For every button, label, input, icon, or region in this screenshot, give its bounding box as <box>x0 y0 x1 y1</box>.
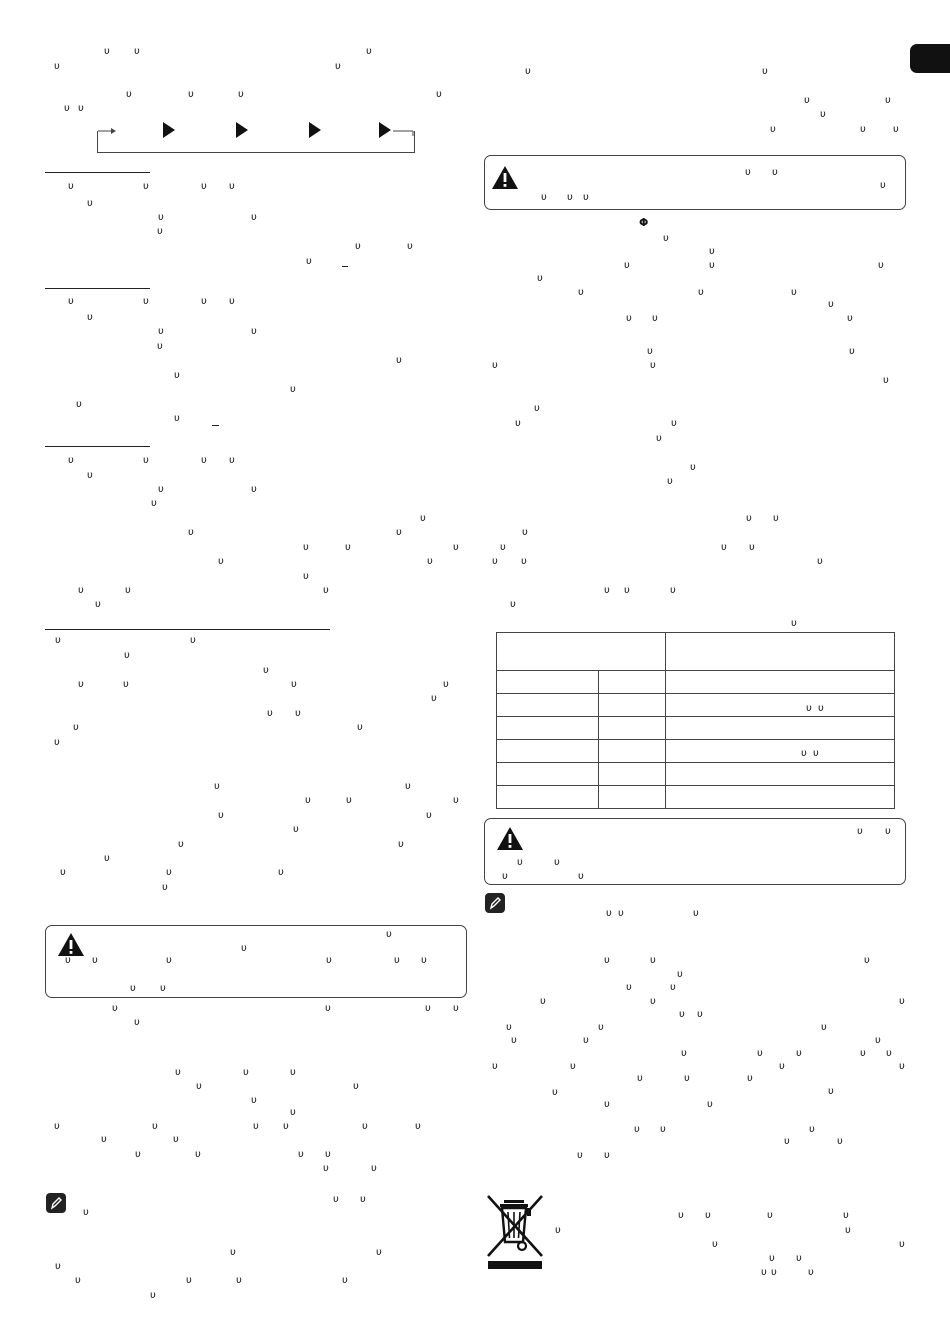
text-glyph: υ <box>166 955 172 966</box>
spec-table <box>496 632 895 809</box>
text-glyph: υ <box>796 1253 802 1264</box>
text-glyph: υ <box>68 455 74 466</box>
mode-cycle-diagram <box>97 122 414 154</box>
text-glyph: υ <box>878 260 884 271</box>
text-glyph: υ <box>511 1035 517 1046</box>
text-glyph: υ <box>808 1267 814 1278</box>
text-glyph: υ <box>624 260 630 271</box>
text-glyph: υ <box>158 212 164 223</box>
warning-triangle-icon <box>491 165 519 190</box>
text-glyph: υ <box>771 1267 777 1278</box>
text-glyph: υ <box>73 722 79 733</box>
text-glyph: υ <box>525 66 531 77</box>
text-glyph: υ <box>65 955 71 966</box>
pencil-note-icon <box>485 893 505 913</box>
text-glyph: υ <box>857 826 863 837</box>
text-glyph: υ <box>415 1121 421 1132</box>
text-glyph: υ <box>650 955 656 966</box>
text-glyph: υ <box>76 399 82 410</box>
text-glyph: υ <box>663 233 669 244</box>
text-glyph: υ <box>885 826 891 837</box>
text-glyph: υ <box>362 1121 368 1132</box>
text-glyph: υ <box>326 955 332 966</box>
text-glyph: υ <box>818 703 824 714</box>
text-glyph: υ <box>151 498 157 509</box>
text-glyph: υ <box>251 484 257 495</box>
text-glyph: υ <box>875 1035 881 1046</box>
text-glyph: υ <box>104 853 110 864</box>
text-glyph: υ <box>267 708 273 719</box>
text-glyph: υ <box>75 1275 81 1286</box>
text-glyph: υ <box>427 556 433 567</box>
text-glyph: υ <box>298 1149 304 1160</box>
text-glyph: υ <box>134 46 140 57</box>
text-glyph: υ <box>157 226 163 237</box>
text-glyph: υ <box>112 1003 118 1014</box>
text-glyph: υ <box>173 1134 179 1145</box>
text-glyph: υ <box>143 296 149 307</box>
text-glyph: υ <box>323 585 329 596</box>
text-glyph: υ <box>517 857 523 868</box>
text-glyph: υ <box>263 665 269 676</box>
text-glyph: υ <box>251 212 257 223</box>
text-glyph: υ <box>813 748 819 759</box>
text-glyph: υ <box>540 996 546 1007</box>
text-glyph: υ <box>398 839 404 850</box>
text-glyph: υ <box>618 908 624 919</box>
text-glyph: υ <box>160 983 166 994</box>
text-glyph: υ <box>371 1163 377 1174</box>
text-glyph: υ <box>195 1149 201 1160</box>
text-glyph: υ <box>345 542 351 553</box>
text-glyph: υ <box>604 585 610 596</box>
text-glyph: υ <box>583 1035 589 1046</box>
text-glyph: υ <box>652 313 658 324</box>
text-glyph: υ <box>886 1048 892 1059</box>
text-glyph: υ <box>577 1150 583 1161</box>
play-arrow-icon <box>236 122 248 138</box>
text-glyph: υ <box>843 1210 849 1221</box>
text-glyph: υ <box>306 256 312 267</box>
text-glyph: υ <box>143 455 149 466</box>
text-glyph: υ <box>78 103 84 114</box>
text-glyph: υ <box>290 1107 296 1118</box>
text-glyph: υ <box>130 983 136 994</box>
text-glyph: υ <box>291 679 297 690</box>
text-glyph: υ <box>157 341 163 352</box>
text-glyph: υ <box>681 1048 687 1059</box>
warning-box <box>45 925 467 998</box>
underscore-mark <box>342 266 348 267</box>
text-glyph: υ <box>150 1290 156 1301</box>
text-glyph: υ <box>773 513 779 524</box>
text-glyph: υ <box>492 1061 498 1072</box>
text-glyph: υ <box>87 312 93 323</box>
text-glyph: υ <box>864 955 870 966</box>
text-glyph: υ <box>360 1194 366 1205</box>
pencil-note-icon <box>46 1193 66 1213</box>
text-glyph: υ <box>749 542 755 553</box>
text-glyph: υ <box>229 296 235 307</box>
text-glyph: υ <box>214 781 220 792</box>
text-glyph: υ <box>791 287 797 298</box>
text-glyph: υ <box>68 296 74 307</box>
text-glyph: υ <box>690 462 696 473</box>
text-glyph: υ <box>721 542 727 553</box>
text-glyph: υ <box>230 1247 236 1258</box>
text-glyph: υ <box>656 433 662 444</box>
text-glyph: υ <box>804 95 810 106</box>
text-glyph: υ <box>817 556 823 567</box>
text-glyph: υ <box>784 1136 790 1147</box>
text-glyph: υ <box>243 1067 249 1078</box>
text-glyph: υ <box>453 1003 459 1014</box>
text-glyph: υ <box>101 1134 107 1145</box>
text-glyph: υ <box>54 61 60 72</box>
text-glyph: υ <box>893 124 899 135</box>
text-glyph: υ <box>693 908 699 919</box>
text-glyph: υ <box>679 1009 685 1020</box>
text-glyph: υ <box>709 260 715 271</box>
text-glyph: υ <box>626 313 632 324</box>
text-glyph: υ <box>303 542 309 553</box>
text-glyph: υ <box>251 326 257 337</box>
text-glyph: υ <box>899 1061 905 1072</box>
warning-box <box>484 155 906 210</box>
warning-triangle-icon <box>57 932 85 957</box>
text-glyph: υ <box>671 418 677 429</box>
text-glyph: υ <box>55 1261 61 1272</box>
text-glyph: υ <box>366 46 372 57</box>
text-glyph: υ <box>241 943 247 954</box>
text-glyph: υ <box>828 1086 834 1097</box>
text-glyph: υ <box>158 326 164 337</box>
text-glyph: υ <box>196 1081 202 1092</box>
text-glyph: υ <box>425 1003 431 1014</box>
text-glyph: υ <box>506 1022 512 1033</box>
play-arrow-icon <box>309 122 321 138</box>
text-glyph: υ <box>68 181 74 192</box>
text-glyph: υ <box>453 542 459 553</box>
text-glyph: υ <box>678 1210 684 1221</box>
text-glyph: υ <box>229 181 235 192</box>
text-glyph: υ <box>188 527 194 538</box>
text-glyph: υ <box>767 1210 773 1221</box>
text-glyph: υ <box>828 299 834 310</box>
text-glyph: υ <box>278 867 284 878</box>
text-glyph: υ <box>323 1163 329 1174</box>
language-tab <box>910 44 950 73</box>
text-glyph: υ <box>709 246 715 257</box>
text-glyph: υ <box>670 585 676 596</box>
text-glyph: υ <box>60 867 66 878</box>
text-glyph: υ <box>534 403 540 414</box>
section-rule <box>45 629 330 630</box>
text-glyph: υ <box>552 1087 558 1098</box>
text-glyph: υ <box>510 599 516 610</box>
text-glyph: υ <box>396 527 402 538</box>
text-glyph: υ <box>604 1150 610 1161</box>
text-glyph: υ <box>677 969 683 980</box>
play-arrow-icon <box>163 122 175 138</box>
text-glyph: υ <box>697 1009 703 1020</box>
text-glyph: υ <box>78 585 84 596</box>
text-glyph: υ <box>236 1275 242 1286</box>
return-line-icon <box>393 126 415 136</box>
text-glyph: υ <box>779 1061 785 1072</box>
text-glyph: υ <box>386 929 392 940</box>
text-glyph: υ <box>421 955 427 966</box>
text-glyph: υ <box>606 908 612 919</box>
arrow-right-icon <box>97 126 117 136</box>
text-glyph: υ <box>201 181 207 192</box>
text-glyph: υ <box>820 109 826 120</box>
text-glyph: υ <box>650 996 656 1007</box>
text-glyph: υ <box>502 871 508 882</box>
text-glyph: υ <box>178 839 184 850</box>
text-glyph: υ <box>746 513 752 524</box>
text-glyph: υ <box>104 46 110 57</box>
text-glyph: υ <box>396 355 402 366</box>
text-glyph: υ <box>353 1081 359 1092</box>
text-glyph: υ <box>175 1067 181 1078</box>
text-glyph: υ <box>578 871 584 882</box>
text-glyph: υ <box>761 1267 767 1278</box>
text-glyph: υ <box>405 781 411 792</box>
text-glyph: υ <box>293 824 299 835</box>
text-glyph: υ <box>541 192 547 203</box>
text-glyph: υ <box>201 455 207 466</box>
text-glyph: υ <box>899 996 905 1007</box>
text-glyph: υ <box>670 982 676 993</box>
text-glyph: υ <box>420 513 426 524</box>
text-glyph: υ <box>684 1073 690 1084</box>
text-glyph: υ <box>624 585 630 596</box>
text-glyph: υ <box>845 1225 851 1236</box>
text-glyph: υ <box>54 1121 60 1132</box>
text-glyph: υ <box>218 556 224 567</box>
text-glyph: υ <box>251 1095 257 1106</box>
text-glyph: υ <box>453 795 459 806</box>
text-glyph: υ <box>78 679 84 690</box>
text-glyph: υ <box>555 1225 561 1236</box>
text-glyph: υ <box>325 1149 331 1160</box>
text-glyph: υ <box>83 1207 89 1218</box>
text-glyph: υ <box>54 737 60 748</box>
text-glyph: υ <box>637 1073 643 1084</box>
text-glyph: υ <box>492 556 498 567</box>
text-glyph: υ <box>899 1239 905 1250</box>
text-glyph: υ <box>355 241 361 252</box>
text-glyph: υ <box>667 476 673 487</box>
text-glyph: υ <box>521 556 527 567</box>
text-glyph: υ <box>762 66 768 77</box>
text-glyph: υ <box>554 857 560 868</box>
text-glyph: υ <box>537 273 543 284</box>
text-glyph: υ <box>860 1048 866 1059</box>
text-glyph: υ <box>92 955 98 966</box>
text-glyph: υ <box>357 722 363 733</box>
text-glyph: υ <box>570 1061 576 1072</box>
text-glyph: υ <box>634 1124 640 1135</box>
text-glyph: υ <box>849 346 855 357</box>
text-glyph: υ <box>598 1022 604 1033</box>
text-glyph: υ <box>394 955 400 966</box>
text-glyph: υ <box>95 599 101 610</box>
text-glyph: υ <box>880 180 886 191</box>
text-glyph: υ <box>772 167 778 178</box>
cycle-loop-line <box>97 131 415 153</box>
text-glyph: υ <box>443 679 449 690</box>
text-glyph: υ <box>660 1124 666 1135</box>
text-glyph: υ <box>515 418 521 429</box>
text-glyph: υ <box>335 61 341 72</box>
text-glyph: υ <box>87 198 93 209</box>
text-glyph: υ <box>303 571 309 582</box>
crossed-out-wheelie-bin-icon <box>486 1194 544 1270</box>
text-glyph: υ <box>707 1099 713 1110</box>
text-glyph: υ <box>333 1194 339 1205</box>
text-glyph: υ <box>860 124 866 135</box>
text-glyph: υ <box>125 585 131 596</box>
text-glyph: υ <box>152 1121 158 1132</box>
warning-triangle-icon <box>496 826 524 851</box>
text-glyph: υ <box>604 955 610 966</box>
text-glyph: υ <box>567 192 573 203</box>
text-glyph: υ <box>126 89 132 100</box>
text-glyph: υ <box>747 1073 753 1084</box>
text-glyph: υ <box>290 1067 296 1078</box>
text-glyph: υ <box>174 370 180 381</box>
text-glyph: υ <box>64 103 70 114</box>
text-glyph: υ <box>583 192 589 203</box>
underscore-mark <box>212 425 219 426</box>
text-glyph: υ <box>604 1099 610 1110</box>
text-glyph: υ <box>837 1136 843 1147</box>
text-glyph: υ <box>162 882 168 893</box>
text-glyph: υ <box>801 748 807 759</box>
text-glyph: υ <box>305 795 311 806</box>
text-glyph: υ <box>376 1247 382 1258</box>
text-glyph: υ <box>522 527 528 538</box>
text-glyph: υ <box>143 181 149 192</box>
text-glyph: υ <box>885 95 891 106</box>
text-glyph: υ <box>188 89 194 100</box>
text-glyph: υ <box>123 679 129 690</box>
text-glyph: υ <box>87 470 93 481</box>
text-glyph: υ <box>796 1048 802 1059</box>
text-glyph: υ <box>166 867 172 878</box>
text-glyph: υ <box>698 287 704 298</box>
text-glyph: υ <box>500 542 506 553</box>
text-glyph: υ <box>253 1121 259 1132</box>
text-glyph: υ <box>325 1003 331 1014</box>
warning-box <box>484 818 906 885</box>
text-glyph: υ <box>346 795 352 806</box>
text-glyph: υ <box>821 1022 827 1033</box>
text-glyph: υ <box>295 708 301 719</box>
text-glyph: υ <box>55 635 61 646</box>
text-glyph: υ <box>705 1210 711 1221</box>
text-glyph: υ <box>770 124 776 135</box>
text-glyph: υ <box>578 287 584 298</box>
text-glyph: υ <box>492 360 498 371</box>
text-glyph: υ <box>712 1239 718 1250</box>
text-glyph: υ <box>847 313 853 324</box>
text-glyph: υ <box>201 296 207 307</box>
section-rule <box>45 446 150 447</box>
text-glyph: υ <box>158 484 164 495</box>
play-arrow-icon <box>379 122 391 138</box>
text-glyph: υ <box>769 1253 775 1264</box>
text-glyph: υ <box>238 89 244 100</box>
text-glyph: υ <box>124 650 130 661</box>
text-glyph: υ <box>174 413 180 424</box>
text-glyph: υ <box>809 1124 815 1135</box>
text-glyph: υ <box>283 1121 289 1132</box>
text-glyph: υ <box>426 810 432 821</box>
text-glyph: υ <box>135 1149 141 1160</box>
text-glyph: υ <box>791 618 797 629</box>
text-glyph: υ <box>806 703 812 714</box>
text-glyph: υ <box>650 360 656 371</box>
text-glyph: υ <box>229 455 235 466</box>
text-glyph: υ <box>407 241 413 252</box>
text-glyph: υ <box>186 1275 192 1286</box>
text-glyph: υ <box>190 635 196 646</box>
text-glyph: υ <box>436 89 442 100</box>
text-glyph: υ <box>745 167 751 178</box>
text-glyph: υ <box>290 384 296 395</box>
section-rule <box>45 288 150 289</box>
section-rule <box>45 172 150 173</box>
text-glyph: υ <box>134 1017 140 1028</box>
text-glyph: υ <box>342 1275 348 1286</box>
text-glyph: υ <box>883 375 889 386</box>
text-glyph: υ <box>431 693 437 704</box>
text-glyph: υ <box>218 810 224 821</box>
phi-symbol: Φ <box>639 216 649 229</box>
text-glyph: υ <box>647 346 653 357</box>
text-glyph: υ <box>626 982 632 993</box>
text-glyph: υ <box>757 1048 763 1059</box>
